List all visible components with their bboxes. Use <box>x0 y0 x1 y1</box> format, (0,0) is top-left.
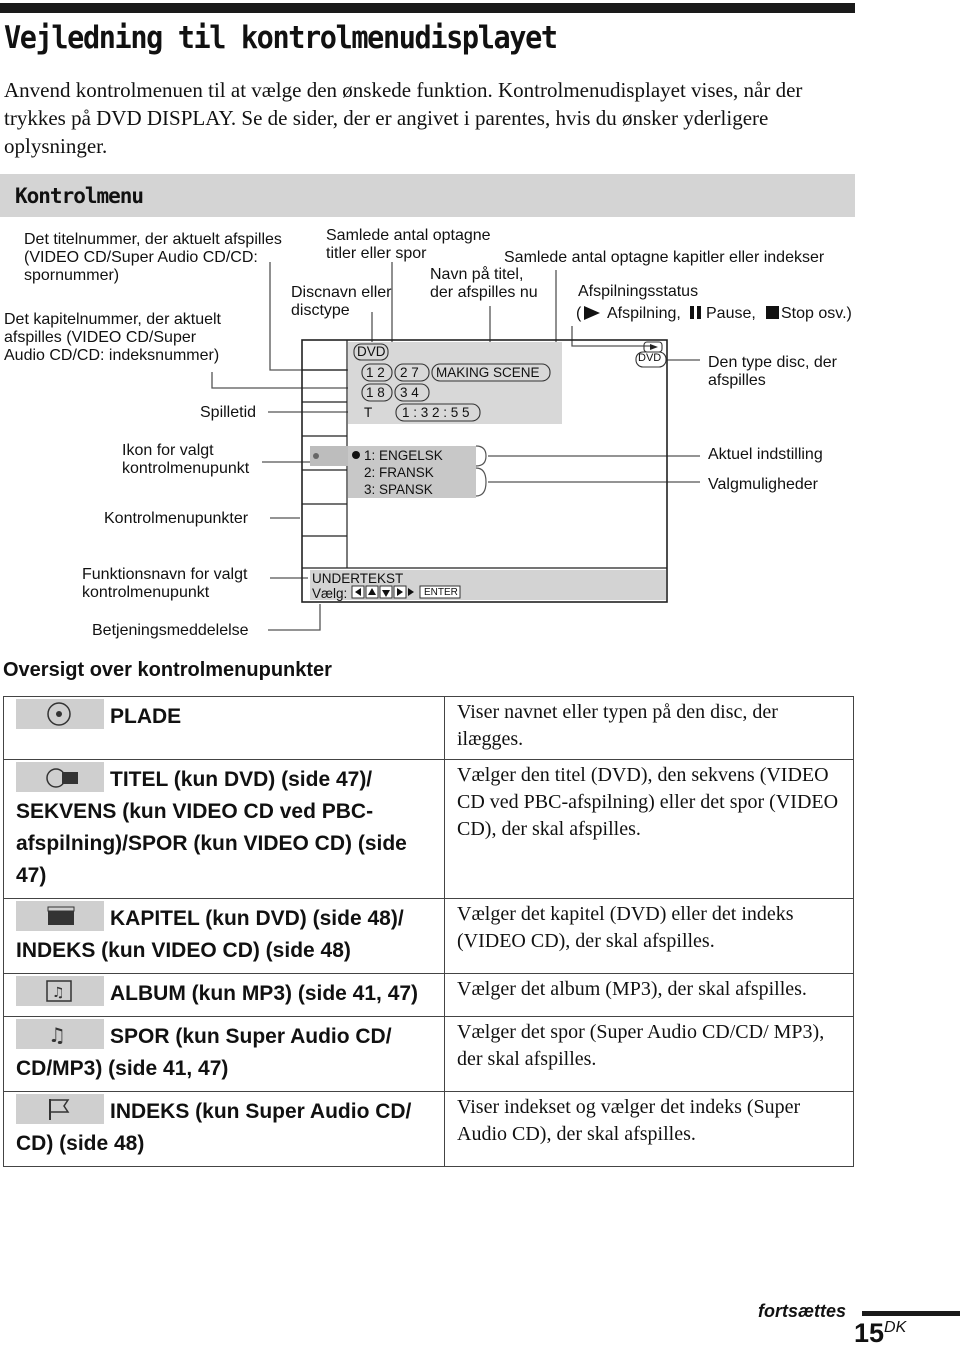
label-chapter: Det kapitelnummer, der aktuelt <box>4 311 221 328</box>
play-icon <box>650 344 658 350</box>
osd-chapter-current: 1 8 <box>366 385 385 400</box>
item-name: SPOR (kun Super Audio CD/ CD/MP3) (side 41, 47) <box>16 1025 392 1080</box>
label-play-status: Afspilningsstatus <box>578 283 699 300</box>
page-lang: DK <box>884 1319 907 1336</box>
osd-time-prefix: T <box>364 405 373 420</box>
item-name: ALBUM (kun MP3) (side 41, 47) <box>110 982 419 1005</box>
item-desc: Vælger det kapitel (DVD) eller det indeks (VIDEO CD), der skal afspilles. <box>445 899 854 974</box>
album-icon <box>16 976 104 1006</box>
intro-paragraph: Anvend kontrolmenuen til at vælge den ønskede funktion. Kontrolmenudisplayet vises, når der trykkes på DVD DISPLAY. Se de sider, der er angivet i parentes, hvis du ønsker yderligere oplysninger. <box>4 78 803 158</box>
label-playtime: Spilletid <box>200 404 257 421</box>
label-icon-selected: kontrolmenupunkt <box>122 460 250 477</box>
label-disc-type: Den type disc, der <box>708 354 837 371</box>
label-title-number: spornummer) <box>24 267 120 284</box>
label-icon-selected: Ikon for valgt <box>122 442 214 459</box>
osd-function-name: UNDERTEKST <box>312 571 404 586</box>
osd-title-current: 1 2 <box>366 365 385 380</box>
label-disc-name: Discnavn eller <box>291 284 392 301</box>
label-disc-type: afspilles <box>708 372 766 389</box>
osd-select-label: Vælg: <box>312 586 348 601</box>
item-name: TITEL (kun DVD) (side 47)/ SEKVENS (kun VIDEO CD ved PBC-afspilning)/SPOR (kun VIDEO CD) (side 47) <box>16 768 407 887</box>
subheading: Oversigt over kontrolmenupunkter <box>3 659 332 681</box>
disc-icon <box>16 699 104 729</box>
continued-rule <box>862 1311 960 1316</box>
table-row <box>4 760 854 899</box>
osd-disc: DVD <box>357 344 386 359</box>
osd-chapter-total: 3 4 <box>400 385 419 400</box>
item-name: PLADE <box>110 705 182 728</box>
label-title-number: Det titelnummer, der aktuelt afspilles <box>24 231 282 248</box>
osd-disc-type: DVD <box>638 352 662 364</box>
label-disc-name: disctype <box>291 302 350 319</box>
svg-text:♫: ♫ <box>52 985 65 1001</box>
table-row <box>4 1092 854 1167</box>
label-options: Valgmuligheder <box>708 476 818 493</box>
table-row <box>4 1017 854 1092</box>
osd-option-2: 2: FRANSK <box>364 465 434 480</box>
label-play-status-paren: ( <box>576 305 582 322</box>
label-play-status-pause: Pause, <box>706 305 756 322</box>
svg-text:♫: ♫ <box>48 1023 66 1047</box>
table-row <box>4 899 854 974</box>
table-row <box>4 697 854 760</box>
page-title: Vejledning til kontrolmenudisplayet <box>4 20 557 56</box>
osd-time: 1 : 3 2 : 5 5 <box>402 405 470 420</box>
item-name: KAPITEL (kun DVD) (side 48)/ INDEKS (kun VIDEO CD) (side 48) <box>16 907 404 962</box>
label-total-titles: titler eller spor <box>326 245 427 262</box>
table-row <box>4 974 854 1017</box>
label-title-number: (VIDEO CD/Super Audio CD/CD: <box>24 249 258 266</box>
label-title-name: der afspilles nu <box>430 284 538 301</box>
item-desc: Viser indekset og vælger det indeks (Super Audio CD), der skal afspilles. <box>445 1092 854 1167</box>
title-icon <box>16 762 104 792</box>
play-status-icon <box>584 306 600 320</box>
label-play-status-stop: Stop osv.) <box>781 305 852 322</box>
osd-option-3: 3: SPANSK <box>364 482 433 497</box>
item-desc: Vælger den titel (DVD), den sekvens (VIDEO CD ved PBC-afspilning) eller det spor (VIDEO CD), der skal afspilles. <box>445 760 854 899</box>
item-name: INDEKS (kun Super Audio CD/ CD) (side 48) <box>16 1100 412 1155</box>
osd-scene-name: MAKING SCENE <box>436 365 540 380</box>
osd-title-total: 2 7 <box>400 365 419 380</box>
item-desc: Viser navnet eller typen på den disc, der ilægges. <box>445 697 854 760</box>
label-menu-items: Kontrolmenupunkter <box>104 510 249 527</box>
label-title-name: Navn på titel, <box>430 266 524 283</box>
page-number-value: 15 <box>854 1318 885 1348</box>
label-total-chapters: Samlede antal optagne kapitler eller indekser <box>504 249 825 266</box>
menu-items-table <box>3 696 854 1167</box>
item-desc: Vælger det album (MP3), der skal afspilles. <box>445 974 854 1017</box>
continued-label: fortsættes <box>758 1301 847 1321</box>
label-operation-message: Betjeningsmeddelelse <box>92 622 249 639</box>
index-icon <box>16 1094 104 1124</box>
osd-enter-key: ENTER <box>424 587 458 598</box>
osd-option-1: 1: ENGELSK <box>364 448 443 463</box>
section-title: Kontrolmenu <box>15 184 144 208</box>
label-function-name: kontrolmenupunkt <box>82 584 210 601</box>
item-desc: Vælger det spor (Super Audio CD/CD/ MP3), der skal afspilles. <box>445 1017 854 1092</box>
label-current-setting: Aktuel indstilling <box>708 446 823 463</box>
chapter-icon <box>16 901 104 931</box>
label-play-status-play: Afspilning, <box>607 305 681 322</box>
label-total-titles: Samlede antal optagne <box>326 227 491 244</box>
label-function-name: Funktionsnavn for valgt <box>82 566 248 583</box>
label-chapter: afspilles (VIDEO CD/Super <box>4 329 197 346</box>
label-chapter: Audio CD/CD: indeksnummer) <box>4 347 220 364</box>
track-icon <box>16 1019 104 1049</box>
page-number <box>854 1318 906 1349</box>
